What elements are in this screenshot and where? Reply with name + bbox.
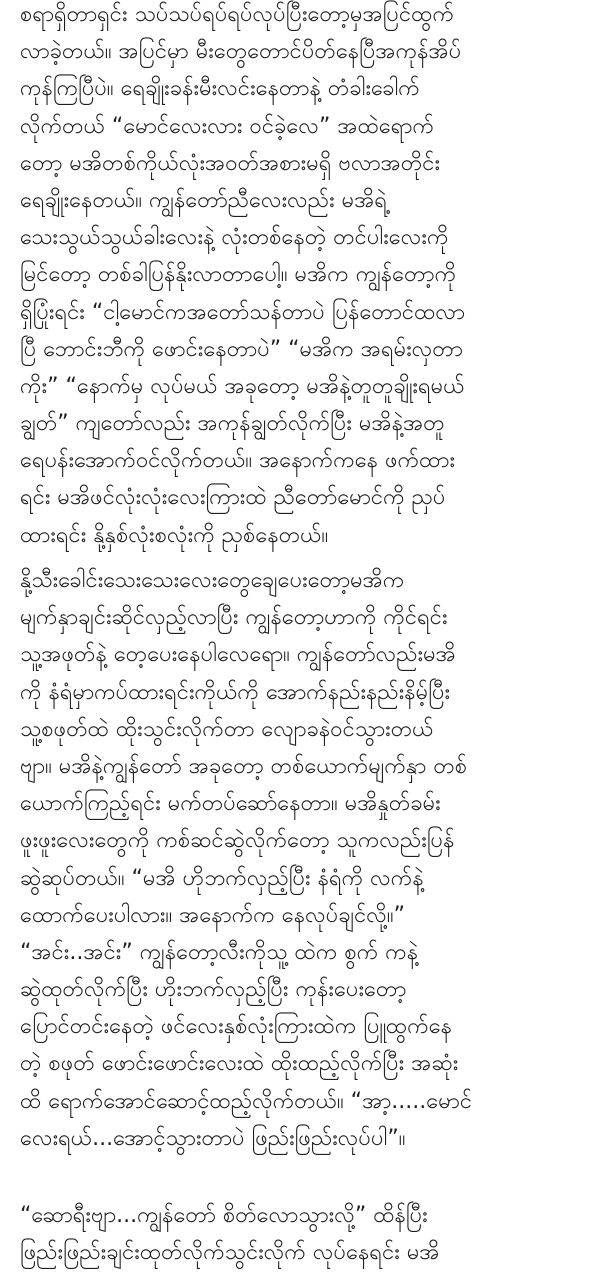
text-line: ဆွဲဆုပ်တယ်။ “မအိ ဟိုဘက်လှည့်ပြီး နံရံကို လက်နဲ့: [20, 865, 424, 891]
text-line: ကုန်ကြပြီပဲ။ ရေချိုးခန်းမီးလင်းနေတာနဲ့ တံခါးခေါက်: [20, 76, 420, 102]
text-line: ဗျာ။ မအိနဲ့ကျွန်တော် အခုတော့ တစ်ယောက်မျက်နှာ တစ်: [20, 753, 468, 779]
text-line: သူ့စဖုတ်ထဲ ထိုးသွင်းလိုက်တာ လျောခနဲဝင်သွားတယ်: [20, 716, 434, 742]
text-line: “ဆောရီးဗျာ...ကျွန်တော် စိတ်လောသွားလို့” ထိန်ပြီး: [20, 1203, 428, 1228]
paragraph-3: [20, 1197, 440, 1271]
text-line: ရှိပြုံးရင်း “ငါ့မောင်ကအတော်သန်တာပဲ ပြန်တောင်ထလာ: [20, 299, 466, 325]
text-line: ရင်း မအိဖင်လုံးလုံးလေးကြားထဲ ညီတော်မောင်ကို ညှပ်: [20, 485, 446, 511]
text-line: လာခဲ့တယ်။ အပြင်မှာ မီးတွေတောင်ပိတ်နေပြီအကုန်အိပ်: [20, 39, 462, 65]
text-line: ကိုး” “နောက်မှ လုပ်မယ် အခုတော့ မအိနဲ့တူတူချိုးရမယ်: [20, 373, 465, 399]
text-line: ပြောင်တင်းနေတဲ့ ဖင်လေးနှစ်လုံးကြားထဲက ပြူထွက်နေ: [20, 1014, 453, 1040]
text-line: လေးရယ်...အောင့်သွားတာပဲ ဖြည်းဖြည်းလုပ်ပါ”။: [20, 1125, 406, 1151]
text-line: စရာရှိတာရှင်း သပ်သပ်ရပ်ရပ်လုပ်ပြီးတော့မှအပြင်ထွက်: [20, 2, 454, 27]
text-line: နို့သီးခေါင်းသေးသေးလေးတွေချေပေးတော့မအိက: [20, 568, 405, 593]
text-line: “အင်း..အင်း” ကျွန်တော့လီးကိုသူ့ ထဲက စွက် ကနဲ့: [20, 939, 419, 965]
text-line: ထားရင်း နို့နှစ်လုံးစလုံးကို ညှစ်နေတယ်။: [20, 522, 329, 548]
text-line: ယောက်ကြည့်ရင်း မက်တပ်ဆော်နေတာ။ မအိနှုတ်ခမ်း: [20, 791, 441, 817]
text-line: တော့ မအိတစ်ကိုယ်လုံးအဝတ်အစားမရှိ ဗလာအတိုင်း: [20, 150, 441, 176]
text-line: ဖြည်းဖြည်းချင်းထုတ်လိုက်သွင်းလိုက် လုပ်နေရင်း မအိ: [20, 1240, 440, 1266]
paragraph-2: [20, 562, 472, 1157]
text-line: တဲ့ စဖုတ် ဖောင်းဖောင်းလေးထဲ ထိုးထည့်လိုက်ပြီး အဆုံး: [20, 1051, 459, 1077]
text-line: လိုက်တယ် “မောင်လေးလား ဝင်ခဲ့လေ” အထဲရောက်: [20, 113, 434, 139]
text-line: ထိ ရောက်အောင်ဆောင့်ထည့်လိုက်တယ်။ “အာ့.....မောင်: [20, 1088, 473, 1114]
text-line: ပြီ ဘောင်းဘီကို ဖောင်းနေတာပဲ” “မအိက အရမ်းလှတာ: [20, 336, 463, 362]
text-line: ထောက်ပေးပါလား။ အနောက်က နေလုပ်ချင်လို့။”: [20, 902, 405, 928]
text-line: သူ့အဖုတ်နဲ့ တေ့ပေးနေပါလေရော။ ကျွန်တော်လည်းမအိ: [20, 642, 456, 668]
text-line: ကို နံရံမှာကပ်ထားရင်းကိုယ်ကို အောက်နည်းနည်းနိမ့်ပြီး: [20, 679, 451, 705]
text-line: ရေချိုးနေတယ်။ ကျွန်တော်ညီလေးလည်း မအိရဲ့: [20, 187, 388, 213]
paragraph-1: [20, 0, 465, 554]
text-line: ဖူးဖူးလေးတွေကို ကစ်ဆင်ဆွဲလိုက်တော့ သူကလည်းပြန်: [20, 828, 455, 854]
text-line: ချွတ်” ကျတော်လည်း အကုန်ချွတ်လိုက်ပြီး မအိနဲ့အတူ: [20, 411, 445, 437]
text-line: မျက်နှာချင်းဆိုင်လှည့်လာပြီး ကျွန်တော့ဟာကို ကိုင်ရင်း: [20, 605, 448, 631]
text-line: ဆွဲထုတ်လိုက်ပြီး ဟိုးဘက်လှည့်ပြီး ကုန်းပေးတော့: [20, 977, 407, 1003]
text-line: မြင်တော့ တစ်ခါပြန်နိုးလာတာပေါ့။ မအိက ကျွန်တော့ကို: [20, 262, 457, 288]
text-line: ရေပန်းအောက်ဝင်လိုက်တယ်။ အနောက်ကနေ ဖက်ထား: [20, 448, 456, 474]
text-line: သေးသွယ်သွယ်ခါးလေးနဲ့ လုံးတစ်နေတဲ့ တင်ပါးလေးကို: [20, 225, 449, 251]
